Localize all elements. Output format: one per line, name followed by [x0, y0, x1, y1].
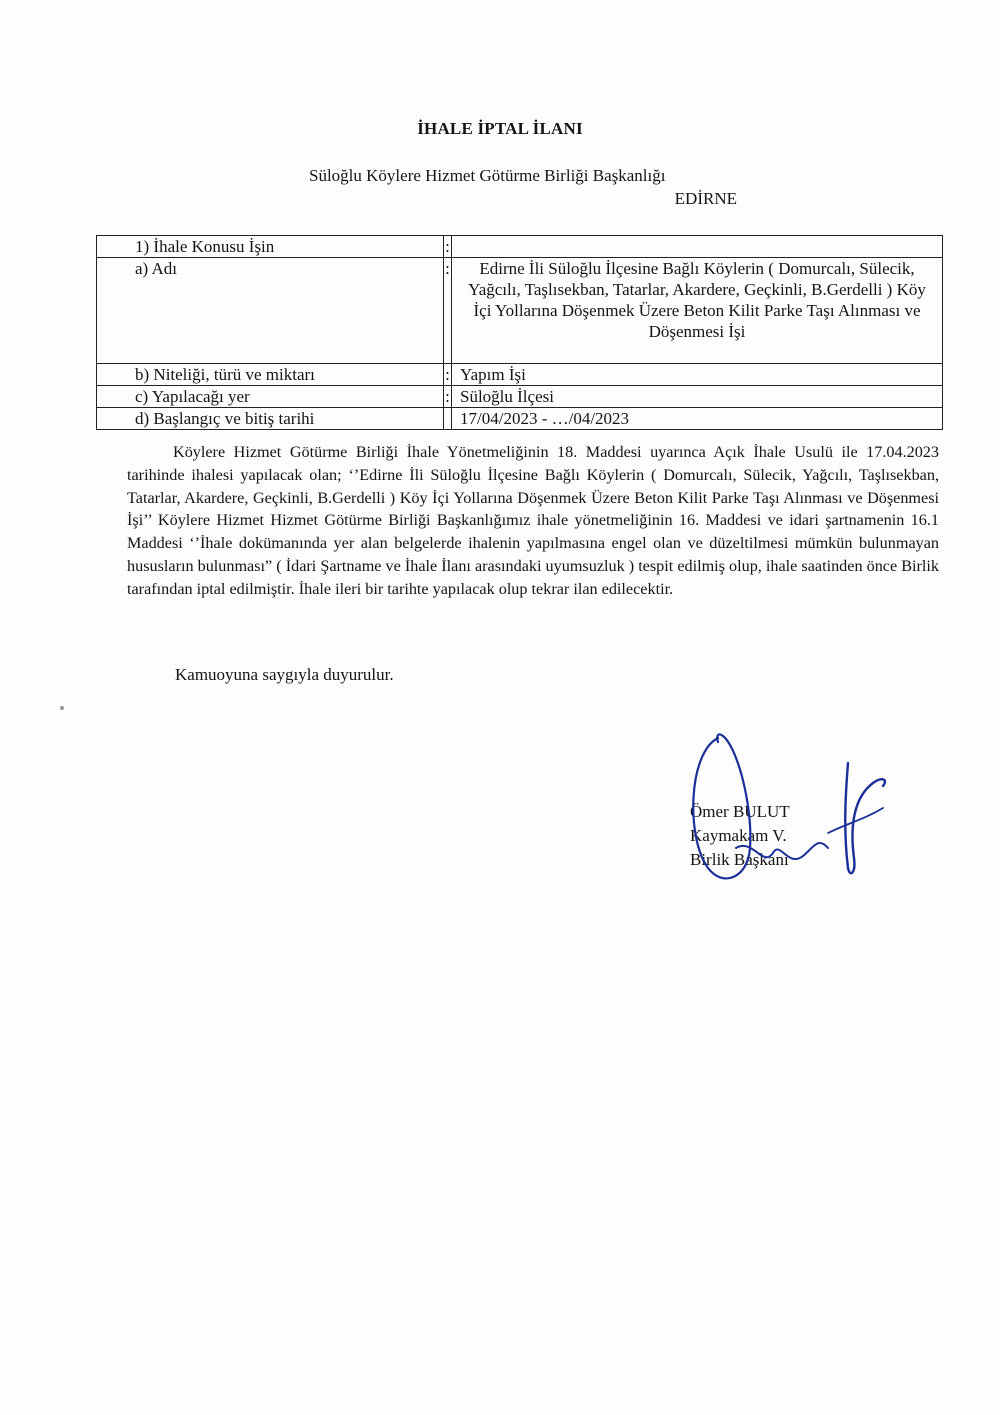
announcement-body: Köylere Hizmet Götürme Birliği İhale Yönetmeliğinin 18. Maddesi uyarınca Açık İhale Usulü ile 17.04.2023 tarihinde ihalesi yapılacak olan; ‘’Edirne İli Süloğlu İlçesine Bağlı Köylerin ( Domurcalı, Sülecik, Yağcılı, Taşlısekban, Tatarlar, Akardere, Geçkinli, B.Gerdelli ) Köy İçi Yollarına Döşenmek Üzere Beton Kilit Parke Taşı Alınması ve Döşenmesi İşi’’ Köylere Hizmet Hizmet Götürme Birliği Başkanlığımız ihale yönetmeliğinin 16. Maddesi ve idari şartnamenin 16.1 Maddesi ‘’İhale dokümanında yer alan belgelerde ihalenin yapılmasına engel olan ve düzeltilmesi mümkün bulunmayan hususların bulunması” ( İdari Şartname ve İhale İlanı arasındaki uyumsuzluk ) tespit edilmiş olup, ihale saatinden önce Birlik tarafından iptal edilmiştir. İhale ileri bir tarihte yapılacak olup tekrar ilan edilecektir. [127, 443, 939, 598]
row-separator: : [445, 387, 450, 406]
handwritten-signature [678, 728, 898, 898]
row-label: c) Yapılacağı yer [97, 386, 444, 408]
city-name: EDİRNE [674, 189, 737, 208]
row-separator [444, 408, 452, 430]
table-row [97, 236, 943, 258]
signatory-role: Birlik Başkanı [690, 850, 789, 869]
organization-name: Süloğlu Köylere Hizmet Götürme Birliği Başkanlığı [309, 166, 666, 185]
row-separator: : [445, 237, 450, 256]
signatory-title: Kaymakam V. [690, 826, 787, 845]
row-separator: : [445, 365, 450, 384]
table-row [97, 408, 943, 430]
table-row [97, 386, 943, 408]
row-value: 17/04/2023 - …/04/2023 [452, 408, 943, 430]
page-title: İHALE İPTAL İLANI [417, 119, 583, 138]
tender-info-table [96, 235, 943, 430]
row-value [452, 236, 943, 258]
signatory-name: Ömer BULUT [690, 802, 790, 821]
row-label: b) Niteliği, türü ve miktarı [97, 364, 444, 386]
row-label: 1) İhale Konusu İşin [97, 236, 444, 258]
row-label: d) Başlangıç ve bitiş tarihi [97, 408, 444, 430]
closing-line: Kamuoyuna saygıyla duyurulur. [175, 665, 394, 684]
row-value: Edirne İli Süloğlu İlçesine Bağlı Köylerin ( Domurcalı, Sülecik, Yağcılı, Taşlısekban, Tatarlar, Akardere, Geçkinli, B.Gerdelli ) Köy İçi Yollarına Döşenmek Üzere Beton Kilit Parke Taşı Alınması ve Döşenmesi İşi [452, 258, 943, 364]
scan-speck [60, 706, 64, 710]
row-label: a) Adı [97, 258, 444, 364]
row-separator: : [444, 258, 452, 364]
row-value: Süloğlu İlçesi [452, 386, 943, 408]
table-row [97, 364, 943, 386]
row-value: Yapım İşi [452, 364, 943, 386]
table-row [97, 258, 943, 364]
